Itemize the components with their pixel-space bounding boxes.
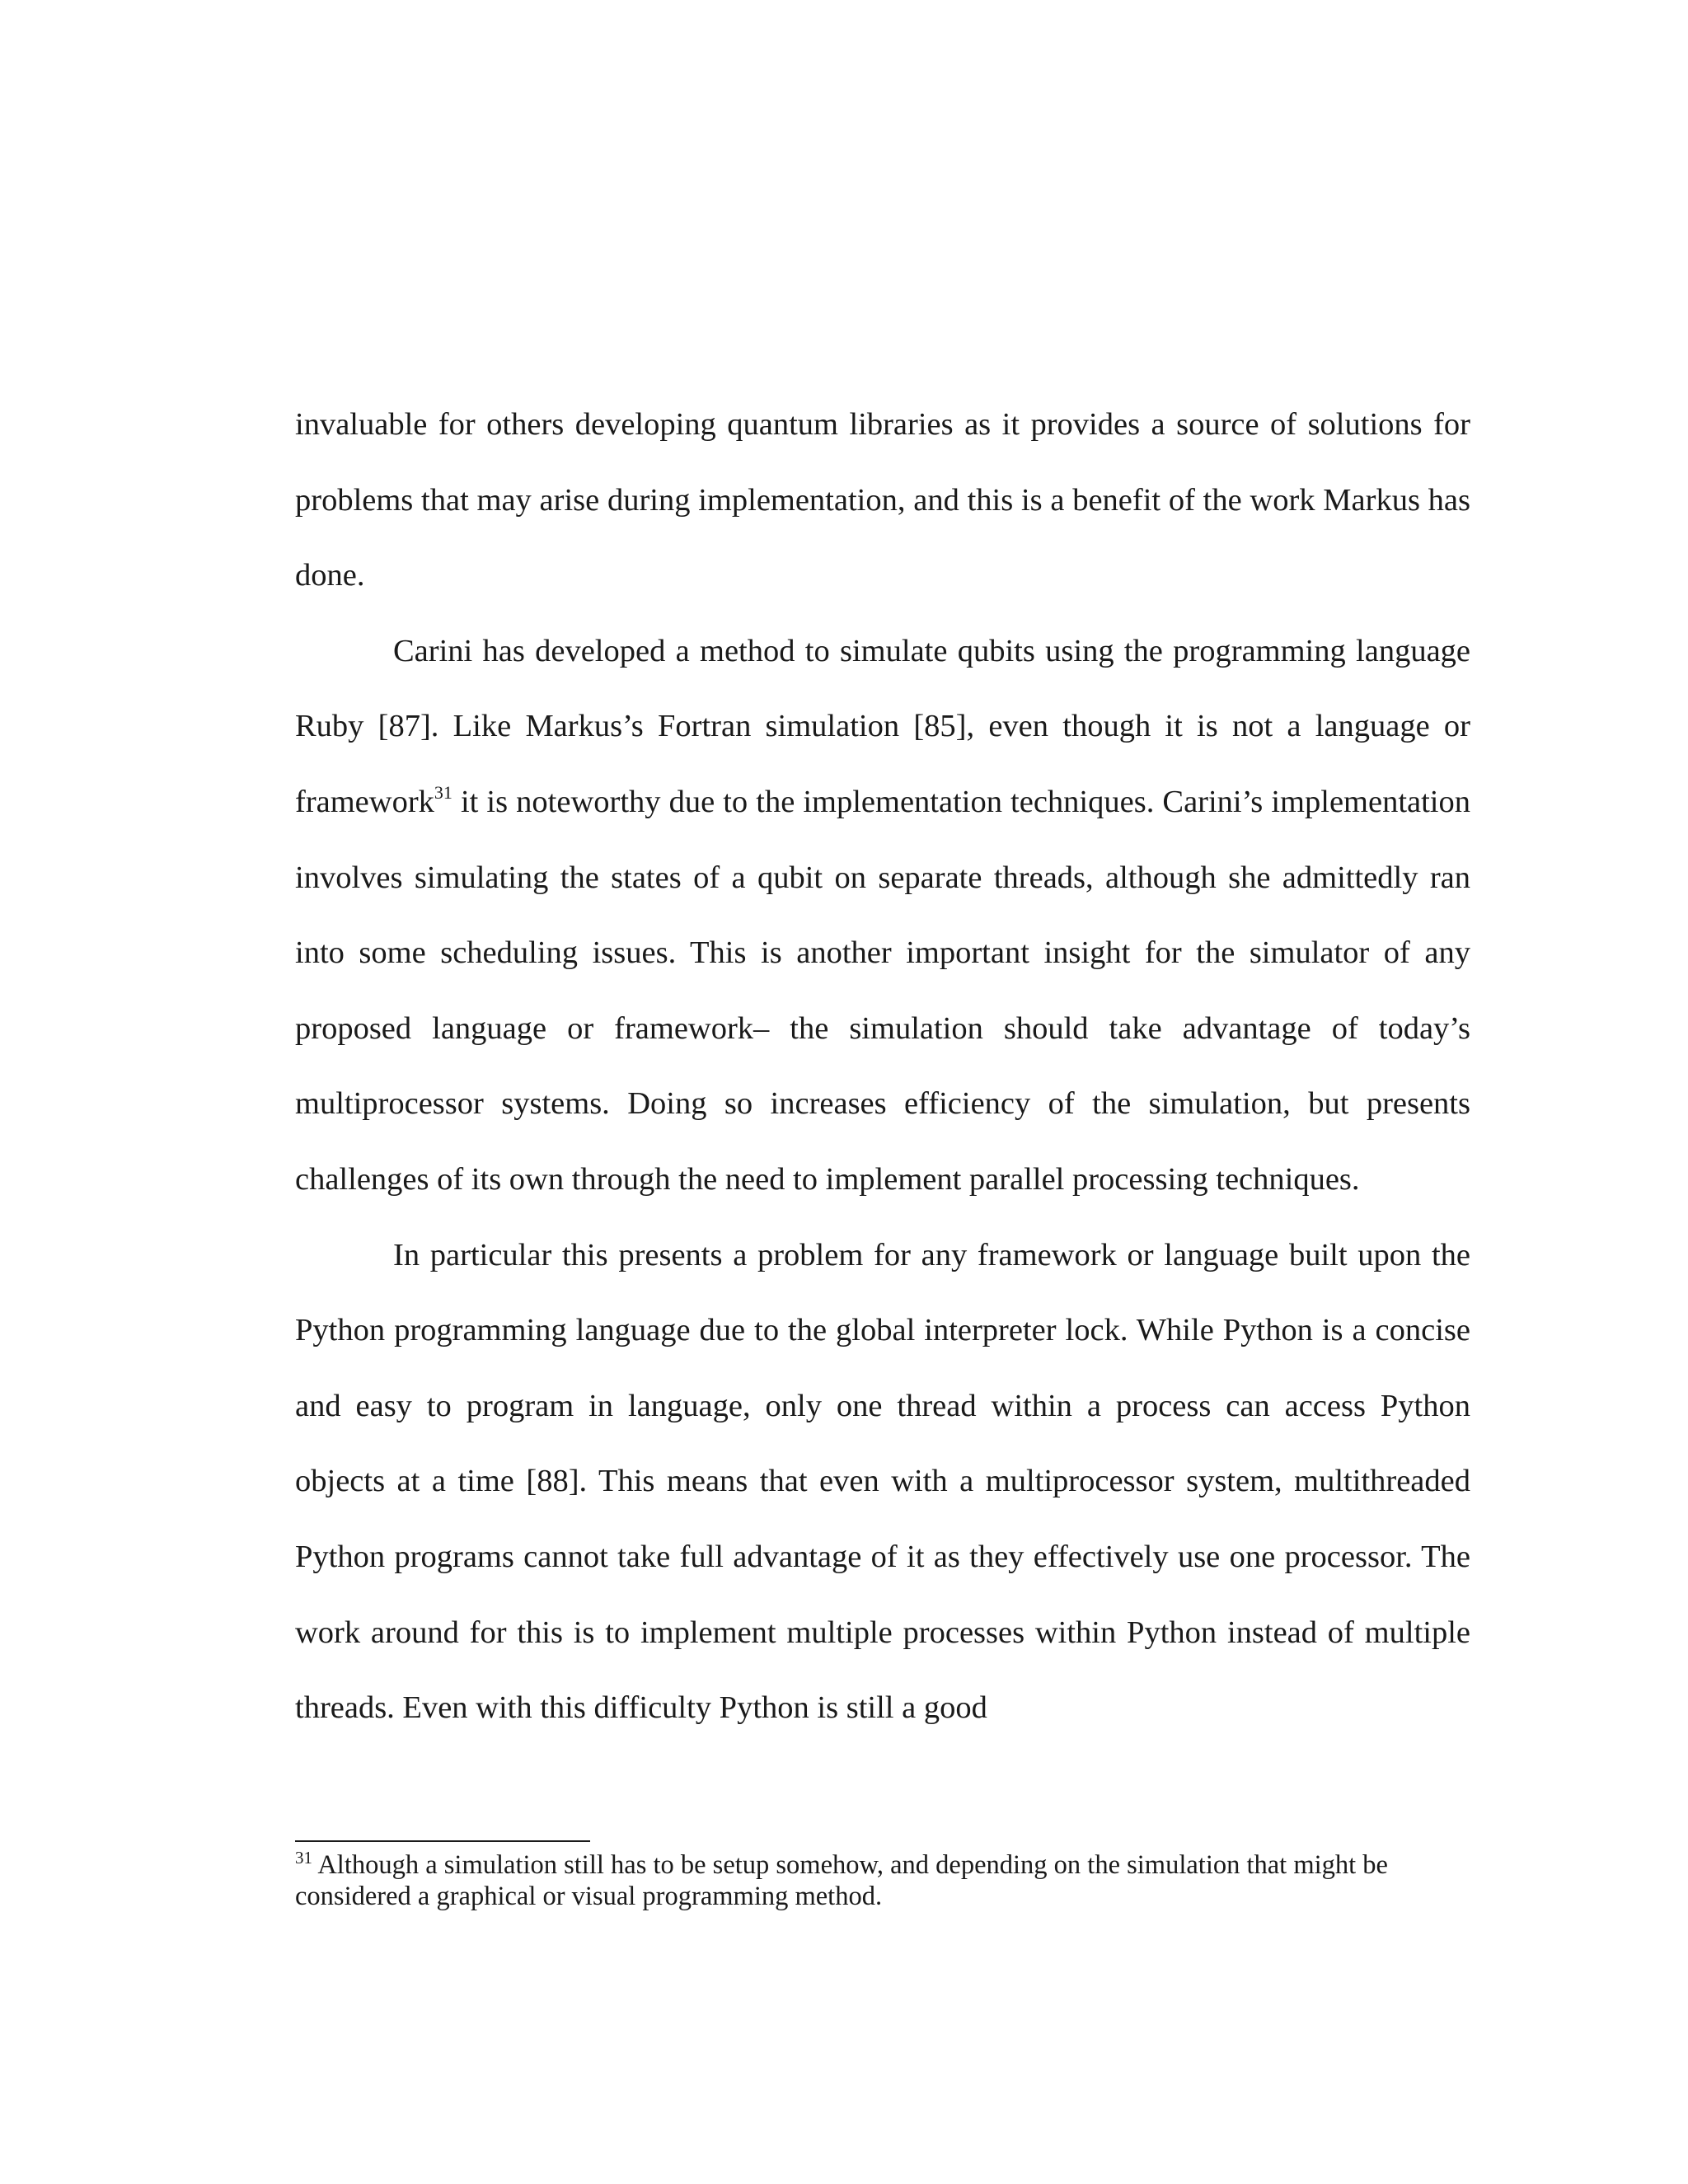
footnote-text: Although a simulation still has to be setup somehow, and depending on the simulation that might be considered a graphical or visual programming method. <box>295 1850 1388 1911</box>
body-text <box>295 387 1470 1746</box>
paragraph <box>295 614 1470 1218</box>
footnote-separator <box>295 1840 590 1842</box>
footnote-paragraph <box>295 1849 1470 1912</box>
footnote-reference[interactable]: 31 <box>434 781 452 803</box>
paragraph-text: it is noteworthy due to the implementation techniques. Carini’s implementation involves simulating the states of a qubit on separate threads, although she admittedly ran into some scheduling issues. This is another important insight for the simulator of any proposed language or framework– the simulation should take advantage of today’s multiprocessor systems. Doing so increases efficiency of the simulation, but presents challenges of its own through the need to implement parallel processing techniques. <box>295 784 1470 1197</box>
footnote <box>295 1849 1470 1912</box>
paragraph: In particular this presents a problem for any framework or language built upon the Python programming language due to the global interpreter lock. While Python is a concise and easy to program in language, only one thread within a process can access Python objects at a time [88]. This means that even with a multiprocessor system, multithreaded Python programs cannot take full advantage of it as they effectively use one processor. The work around for this is to implement multiple processes within Python instead of multiple threads. Even with this difficulty Python is still a good <box>295 1237 1470 1726</box>
paragraph-text: Carini has developed a method to simulate qubits using the programming language Ruby [87]. Like Markus’s Fortran simulation [85], even though it is not a language or framework <box>295 633 1470 819</box>
footnote-number: 31 <box>295 1848 312 1868</box>
paragraph: invaluable for others developing quantum libraries as it provides a source of solutions for problems that may arise during implementation, and this is a benefit of the work Markus has done. <box>295 407 1470 593</box>
